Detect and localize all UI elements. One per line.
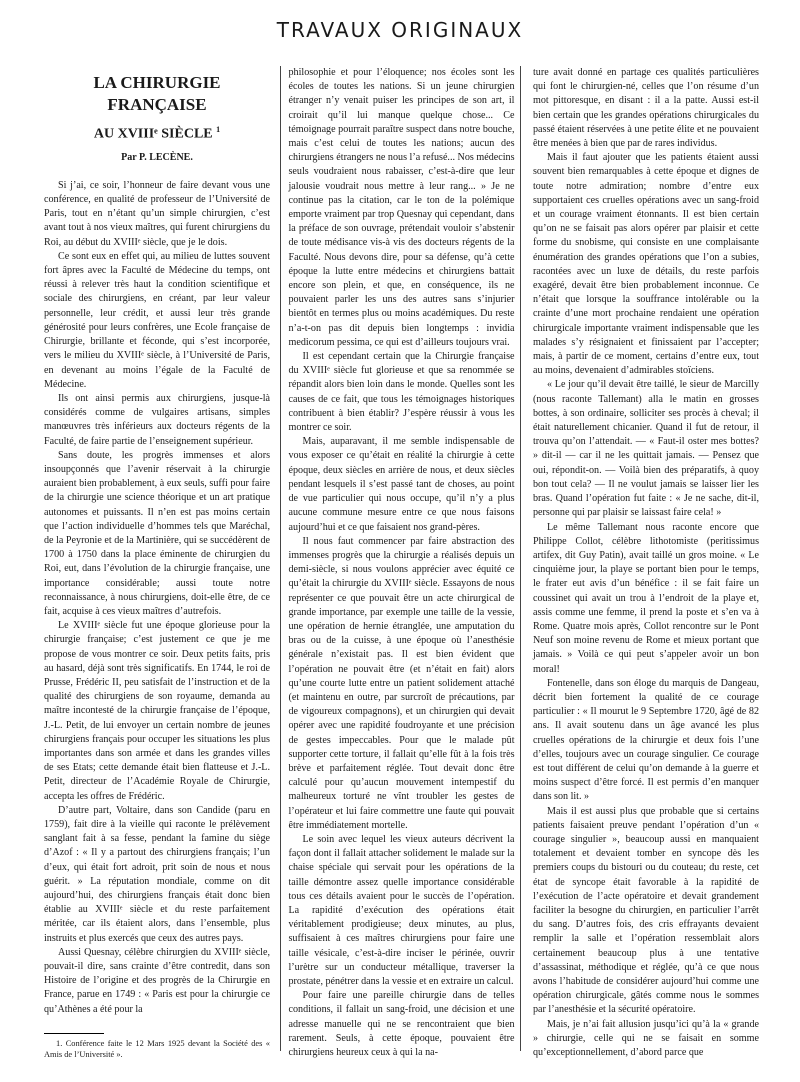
paragraph: Mais il est aussi plus que probable que si certains patients faisaient preuve pendant l’opération d’un « courage singulier », beaucoup aussi en manquaient totalement et devaient tomber en syncope dès les premiers coups du bistouri ou du couteau; du reste, cet état de syncope était favorable à la rapidité de l’exécution de l’acte opératoire et devait grandement faciliter la besogne du chirurgien, en particulier l’arrêt du sang. D’autres fois, des cris effrayants devaient remplir la salle et l’opération ressemblait alors certainement beaucoup plus à une tentative d’assassinat, méthodique et réglée, qu’à ce que nous avons l’habitude de considérer aujourd’hui comme une opération chirurgicale, gâtés comme nous le sommes par l’anesthésie et la sécurité opératoire.	[533, 805, 759, 1016]
article-title-line2	[44, 120, 270, 145]
column-1	[44, 66, 270, 1059]
footnote-mark: 1	[216, 125, 221, 134]
paragraph: « Le jour qu’il devait être taillé, le sieur de Marcilly (nous raconte Tallemant) alla le matin en grosses bottes, à son ordinaire, solliciter ses procès à cheval; il était naturellement chicanier. Quand il fut de retour, il trouva qu’on l’attendait. — « Faut-il oster mes bottes? » dit-il — car il ne les quittait jamais. — Pensez que oui, répondit-on. — Voilà bien des préparatifs, à quoy bon tout cela? — Il ne voulut jamais se laisser lier les bras. Quand l’opération fut faite : « Je ne sache, dit-il, personne qui par plaisir se laissast faire cela! »	[533, 379, 759, 519]
paragraph: Mais il faut ajouter que les patients étaient aussi souvent bien remarquables à cette époque et dignes de toute notre admiration; nombre d’entre eux supportaient ces cruelles opérations avec un sang-froid et un courage vraiment étonnants. Il est bien certain qu’on ne se faisait pas alors opérer par plaisir et cette forme du snobisme, qui consiste en une complaisante énumération des grandes opérations que l’on a subies, racontées avec un luxe de détails, du reste parfois exagéré, devait être bien probablement inconnue. Ce n’était que lorsque la souffrance intolérable ou la crainte d’une mort prochaine rendaient une opération chirurgicale importante vraiment indispensable que les malades s’y résignaient et finissaient par l’accepter; mais, à partir de ce moment, certains d’entre eux, tout au moins, devenaient d’admirables stoïciens.	[533, 152, 759, 377]
paragraph: Il est cependant certain que la Chirurgie française du XVIIIᵉ siècle fut glorieuse et que sa renommée se répandit alors bien loin dans le monde. Quelles sont les causes de ce fait, que tous les témoignages historiques contribuent à bien établir? J’espère réussir à vous les montrer ce soir.	[288, 351, 515, 434]
paragraph: Le XVIIIᵉ siècle fut une époque glorieuse pour la chirurgie française; c’est justement ce que je me propose de vous montrer ce soir. Deux petits faits, pris au hasard, déjà sont très significatifs. En 1744, le roi de Prusse, Frédéric II, peu satisfait de l’instruction et de la qualité des chirurgiens de son royaume, demanda au maître incontesté de la chirurgie française de l’époque, J.-L. Petit, de lui envoyer un certain nombre de jeunes chirurgiens français pour occuper les situations les plus importantes dans son armée et dans les grandes villes de ses Etats; cette demande était bien flatteuse et J.-L. Petit, directeur de l’Académie Royale de Chirurgie, accepta les offres de Frédéric.	[44, 620, 270, 802]
footnote: 1. Conférence faite le 12 Mars 1925 devant la Société des « Amis de l’Université ».	[44, 1038, 270, 1059]
paragraph: Ils ont ainsi permis aux chirurgiens, jusque-là considérés comme de vulgaires artisans, simples manœuvres très inférieurs aux docteurs régents de la Faculté, de faire partie de l’enseignement supérieur.	[44, 392, 270, 447]
page-header	[0, 18, 800, 42]
paragraph: Pour faire une pareille chirurgie dans de telles conditions, il fallait un sang-froid, une décision et une adresse manuelle qui ne se rencontraient que bien rarement. Seuls, à cette époque, pouvaient être chirurgiens heureux ceux à qui la na-	[288, 990, 515, 1059]
article-title-line1: LA CHIRURGIE FRANÇAISE	[93, 73, 221, 114]
paragraph: ture avait donné en partage ces qualités particulières qui font le chirurgien-né, celles que l’on résume d’un mot pittoresque, en disant : il a la patte. Aussi est-il bien certain que les grandes opérations chirurgicales du passé étaient réservées à une petite élite et ne pouvaient être menées à bien que par de rares individus.	[533, 67, 759, 150]
column-3	[533, 66, 759, 1059]
paragraph: Mais, je n’ai fait allusion jusqu’ici qu’à la « grande » chirurgie, celle qui ne se faisait en somme qu’exceptionnellement, d’abord parce que	[533, 1018, 759, 1059]
footnote-rule	[44, 1033, 104, 1034]
paragraph: philosophie et pour l’éloquence; nos écoles sont les écoles de toutes les nations. Si un jeune chirurgien étranger n’y venait puiser les principes de son art, il croirait qu’il lui manque quelque chose... Ce témoignage pourrait paraître suspect dans notre bouche, mais c’est celui de toutes les nations; aucun des chirurgiens étrangers ne nous l’a refusé... Nos médecins seuls voudraient nous rabaisser, c’est-à-dire que leur jalousie voudrait nous mettre à leur rang... » Je ne continue pas la citation, car le ton de la polémique emporte vraiment par trop Quesnay qui cependant, dans la préface de son ouvrage, prétendait vouloir s’abstenir de toute médisance vis-à vis des docteurs régents de la Faculté. Nous devons dire, pour sa défense, qu’à cette époque la lutte entre médecins et chirurgiens battait encore son plein, et que, en conséquence, ils ne pouvaient parler les uns des autres sans s’injurier bientôt en termes plus ou moins académiques. Du reste n’a-t-on pas dit depuis bien longtemps : invidia medicorum pessima, ce qui est d’ailleurs toujours vrai.	[288, 67, 515, 348]
paragraph: Il nous faut commencer par faire abstraction des immenses progrès que la chirurgie a réalisés depuis un demi-siècle, si nous voulons apprécier avec équité ce qu’était la chirurgie du XVIIIᵉ siècle. Essayons de nous représenter ce que pouvait être un acte chirurgical de grande importance, par exemple une taille de la vessie, une opération de hernie étranglée, une amputation du bras ou de la cuisse, à une époque où l’anesthésie générale n’existait pas. Il est bien évident que l’opération ne pouvait être (et n’était en fait) alors qu’une courte lutte entre un patient solidement attaché (et maintenu en outre, par surcroît de précautions, par de vigoureux compagnons), et un chirurgien qui devait opérer avec une rapidité foudroyante et une précision de gestes impeccables. Pour que le malade pût supporter cette torture, il fallait qu’elle fût à la fois très brève et parfaitement réglée. Tout devait donc être calculé pour qu’aucun mouvement intempestif du malheureux torturé ne vînt troubler les gestes de l’opérateur et lui faire commettre une faute qui pouvait être immédiatement mortelle.	[288, 535, 515, 831]
paragraph: Ce sont eux en effet qui, au milieu de luttes souvent fort âpres avec la Faculté de Médecine du temps, ont réussi à relever très haut la condition scientifique et sociale des chirurgiens, en créant, par leur valeur personnelle, leur crédit, et aussi leur très grande générosité pour leurs confrères, une Ecole française de Chirurgie, brillante et féconde, qui s’est incorporée, vers le milieu du XVIIIᵉ siècle, à l’Université de Paris, en devenant au moins l’égale de la Faculté de Médecine.	[44, 250, 270, 390]
paragraph: Fontenelle, dans son éloge du marquis de Dangeau, décrit bien fortement la qualité de ce courage particulier : « Il mourut le 9 Septembre 1720, âgé de 82 ans. Il avait soutenu dans un âge avancé les plus cruelles opérations de la chirurgie et deux fois l’une d’elles, toujours avec un courage singulier. Ce courage est tout différent de celui qu’on demande à la guerre et moins suspect d’être forcé. Il est permis d’en manquer dans son lit. »	[533, 677, 759, 803]
column-2	[288, 66, 515, 1059]
paragraph: Le même Tallemant nous raconte encore que Philippe Collot, célèbre lithotomiste (peritissimus artifex, dit Guy Patin), avait taillé un gros moine. « Le cinquième jour, la playe se portant bien pour le temps, le frater eut avis d’un bénéfice : il se fait faire un coussinet qui avait un trou à l’endroit de la playe et, assis comme une femme, il prend la poste et s’en va à Rome. Quatre mois après, Collot rencontre sur le Pont Neuf son moine revenu de Rome et mieux portant que jamais. » Voilà ce qui peut s’appeler avoir un bon moral!	[533, 521, 759, 675]
paragraph: Si j’ai, ce soir, l’honneur de faire devant vous une conférence, en qualité de professeur de l’Université de Paris, tout en n’étant qu’un simple chirurgien, c’est avant tout à nos vieux maîtres, qui furent chirurgiens du Roi, au début du XVIIIᵉ siècle, que je le dois.	[44, 179, 270, 248]
article-body	[44, 66, 759, 1059]
column-3-paragraphs	[533, 66, 759, 1060]
paragraph: Le soin avec lequel les vieux auteurs décrivent la façon dont il fallait attacher solidement le malade sur la chaise spéciale qui servait pour les opérations de la taille démontre assez quelle importance considérable tous ces détails avaient pour le succès de l’opération. La rapidité d’exécution des opérations était véritablement prodigieuse; deux minutes, au plus, suffisaient à ces maîtres chirurgiens pour faire une taille vésicale, c’est-à-dire inciser le périnée, ouvrir l’urètre sur un conducteur métallique, traverser la prostate, pénétrer dans la vessie et en extraire un calcul.	[288, 833, 515, 987]
section-title: TRAVAUX ORIGINAUX	[276, 18, 524, 42]
column-2-paragraphs	[289, 66, 515, 1060]
paragraph: D’autre part, Voltaire, dans son Candide (paru en 1759), fait dire à la vieille qui raconte le prélèvement sanglant fait à sa fesse, pendant la famine du siège d’Azof : « Il y a partout des chirurgiens français; l’un d’eux, qui était fort adroit, prit soin de nous et nous guérit. » La réputation mondiale, comme on dit aujourd’hui, des chirurgiens français était donc bien établie au XVIIIᵉ siècle et du reste parfaitement méritée, car ils étaient alors, dans l’ensemble, plus instruits et plus exercés que ceux des autres pays.	[44, 804, 270, 944]
title-text: AU XVIIIᵉ SIÈCLE	[93, 126, 213, 142]
paragraph: Mais, auparavant, il me semble indispensable de vous exposer ce qu’était en réalité la chirurgie à cette époque, deux siècles en arrière de nous, et deux siècles pendant lesquels il s’est passé tant de choses, au point de vue particulier qui nous occupe, qu’il n’y a plus aucune commune mesure entre ce que nous faisons aujourd’hui et ce que faisaient nos grand-pères.	[288, 436, 515, 533]
paragraph: Sans doute, les progrès immenses et alors insoupçonnés que l’avenir réservait à la chirurgie auraient bien probablement, à eux seuls, suffi pour faire de la chirurgie une science théorique et un art pratique autonomes et puissants. Il n’en est pas moins certain que l’action individuelle d’hommes tels que Maréchal, de la Peyronie et de la Martinière, qui se succédèrent de 1700 à 1750 dans la place éminente de chirurgien du Roi, eut, dans l’évolution de la chirurgie française, une importance considérable; aussi toute notre reconnaissance, à nous chirurgiens, doit-elle être, de ce fait, acquise à ces vieux maîtres d’autrefois.	[44, 449, 270, 617]
paragraph: Aussi Quesnay, célèbre chirurgien du XVIIIᵉ siècle, pouvait-il dire, sans crainte d’être contredit, dans son Histoire de l’origine et des progrès de la Chirurgie en France, parue en 1749 : « Paris est pour la chirurgie ce qu’Athènes a été pour la	[44, 946, 270, 1015]
article-author: Par P. LECÈNE.	[121, 151, 193, 163]
column-1-paragraphs	[44, 179, 270, 1017]
